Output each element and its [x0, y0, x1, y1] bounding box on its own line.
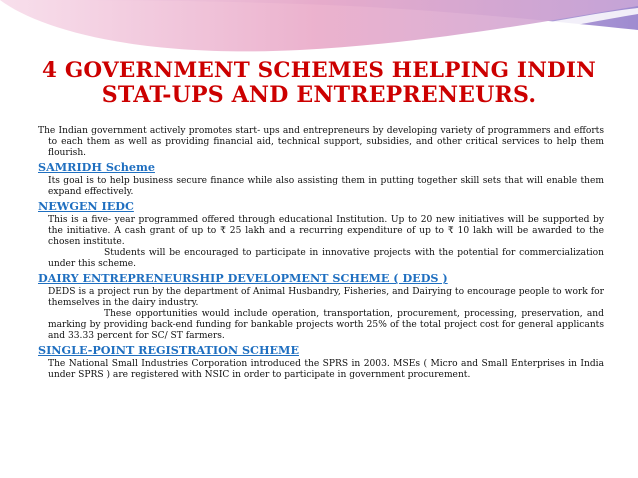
- deds-paragraph-1: DEDS is a project run by the department of Animal Husbandry, Fisheries, and Dairying to encourage people to work for themselves in the dairy industry.: [48, 287, 604, 308]
- section-heading-sprs: SINGLE-POINT REGISTRATION SCHEME: [38, 343, 299, 357]
- page-title-line-2: STAT-UPS AND ENTREPRENEURS.: [101, 82, 537, 108]
- section-heading-deds: DAIRY ENTREPRENEURSHIP DEVELOPMENT SCHEME ( DEDS ): [38, 271, 448, 285]
- newgen-paragraph-1: This is a five- year programmed offered through educational Institution. Up to 20 new initiatives will be supported by the initiative. A cash grant of up to ₹ 25 lakh and a recurring expenditure of up to ₹ 10 lakh will be awarded to the chosen institute.: [48, 215, 604, 247]
- deds-paragraph-2: These opportunities would include operation, transportation, procurement, processing, preservation, and marking by providing back-end funding for bankable projects worth 25% of the total project cost for general applicants and 33.33 percent for SC/ ST farmers.: [48, 309, 604, 341]
- page-title: [0, 58, 638, 108]
- page-title-line-1: 4 GOVERNMENT SCHEMES HELPING INDIN: [41, 58, 596, 83]
- section-heading-samridh: SAMRIDH Scheme: [38, 160, 155, 174]
- section-heading-newgen-iedc: NEWGEN IEDC: [38, 199, 134, 213]
- sprs-paragraph: The National Small Industries Corporation introduced the SPRS in 2003. MSEs ( Micro and Small Enterprises in India under SPRS ) are registered with NSIC in order to participate in government procurement.: [48, 359, 604, 380]
- intro-paragraph: The Indian government actively promotes start- ups and entrepreneurs by developing variety of programmers and efforts to each them as well as providing financial aid, technical support, subsidies, and other critical services to help them flourish.: [38, 126, 604, 158]
- samridh-paragraph: Its goal is to help business secure finance while also assisting them in putting together skill sets that will enable them expand effectively.: [48, 176, 604, 197]
- newgen-paragraph-2: Students will be encouraged to participate in innovative projects with the potential for commercialization under this scheme.: [48, 248, 604, 269]
- content-area: [38, 126, 604, 381]
